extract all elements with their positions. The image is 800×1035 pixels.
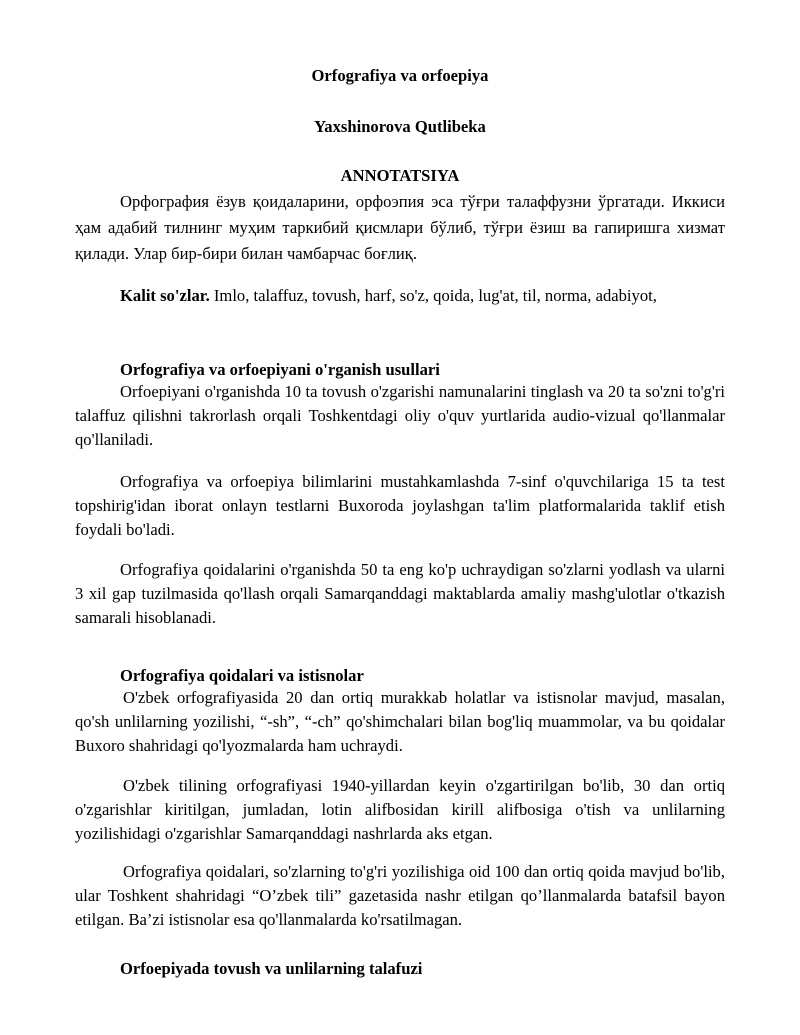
annotation-heading: ANNOTATSIYA — [340, 166, 460, 185]
author-name: Yaxshinorova Qutlibeka — [314, 117, 486, 136]
keywords-label: Kalit so'zlar. — [120, 286, 210, 305]
section-heading-rules: Orfografiya qoidalari va istisnolar — [120, 666, 364, 685]
paragraph: O'zbek tilining orfografiyasi 1940-yillardan keyin o'zgartirilgan bo'lib, 30 dan ortiq o'zgarishlar kiritilgan, jumladan, lotin alifbosidan kirill alifbosiga o'tish va unlilarning yozilishidagi o'zgarishlar Samarqanddagi nashrlarda aks etgan. — [75, 776, 725, 843]
keywords-paragraph — [75, 284, 725, 308]
annotation-paragraph: Орфография ёзув қоидаларини, орфоэпия эса тўғри талаффузни ўргатади. Иккиси ҳам адабий тилнинг муҳим таркибий қисмлари бўлиб, тўғри ёзиш ва гапиришга хизмат қилади. Улар бир-бири билан чамбарчас боғлиқ. — [75, 192, 725, 263]
section-heading-pronunciation: Orfoepiyada tovush va unlilarning talafuzi — [120, 959, 423, 978]
section-heading-methods: Orfografiya va orfoepiyani o'rganish usullari — [120, 360, 440, 379]
paragraph: Orfografiya qoidalarini o'rganishda 50 ta eng ko'p uchraydigan so'zlarni yodlash va ularni 3 xil gap tuzilmasida qo'llash orqali Samarqanddagi maktablarda amaliy mashg'ulotlar o'tkazish samarali hisoblanadi. — [75, 560, 725, 627]
document-title: Orfografiya va orfoepiya — [311, 66, 489, 85]
keywords-text: Imlo, talaffuz, tovush, harf, so'z, qoida, lug'at, til, norma, adabiyot, — [209, 286, 657, 305]
paragraph: Orfoepiyani o'rganishda 10 ta tovush o'zgarishi namunalarini tinglash va 20 ta so'zni to'g'ri talaffuz qilishni takrorlash orqali Toshkentdagi oliy o'quv yurtlarida audio-vizual qo'llanmalar qo'llaniladi. — [75, 382, 725, 449]
paragraph: Orfografiya qoidalari, so'zlarning to'g'ri yozilishiga oid 100 dan ortiq qoida mavjud bo'lib, ular Toshkent shahridagi “O’zbek tili” gazetasida nashr etilgan qo’llanmalarda batafsil bayon etilgan. Ba’zi istisnolar esa qo'llanmalarda ko'rsatilmagan. — [75, 862, 725, 929]
paragraph: Orfografiya va orfoepiya bilimlarini mustahkamlashda 7-sinf o'quvchilariga 15 ta test topshirig'idan iborat onlayn testlarni Buxoroda joylashgan ta'lim platformalarida taklif etish foydali bo'ladi. — [75, 472, 725, 539]
paragraph: O'zbek orfografiyasida 20 dan ortiq murakkab holatlar va istisnolar mavjud, masalan, qo'sh unlilarning yozilishi, “-sh”, “-ch” qo'shimchalari bilan bog'liq muammolar, va bu qoidalar Buxoro shahridagi qo'lyozmalarda ham uchraydi. — [75, 688, 725, 755]
